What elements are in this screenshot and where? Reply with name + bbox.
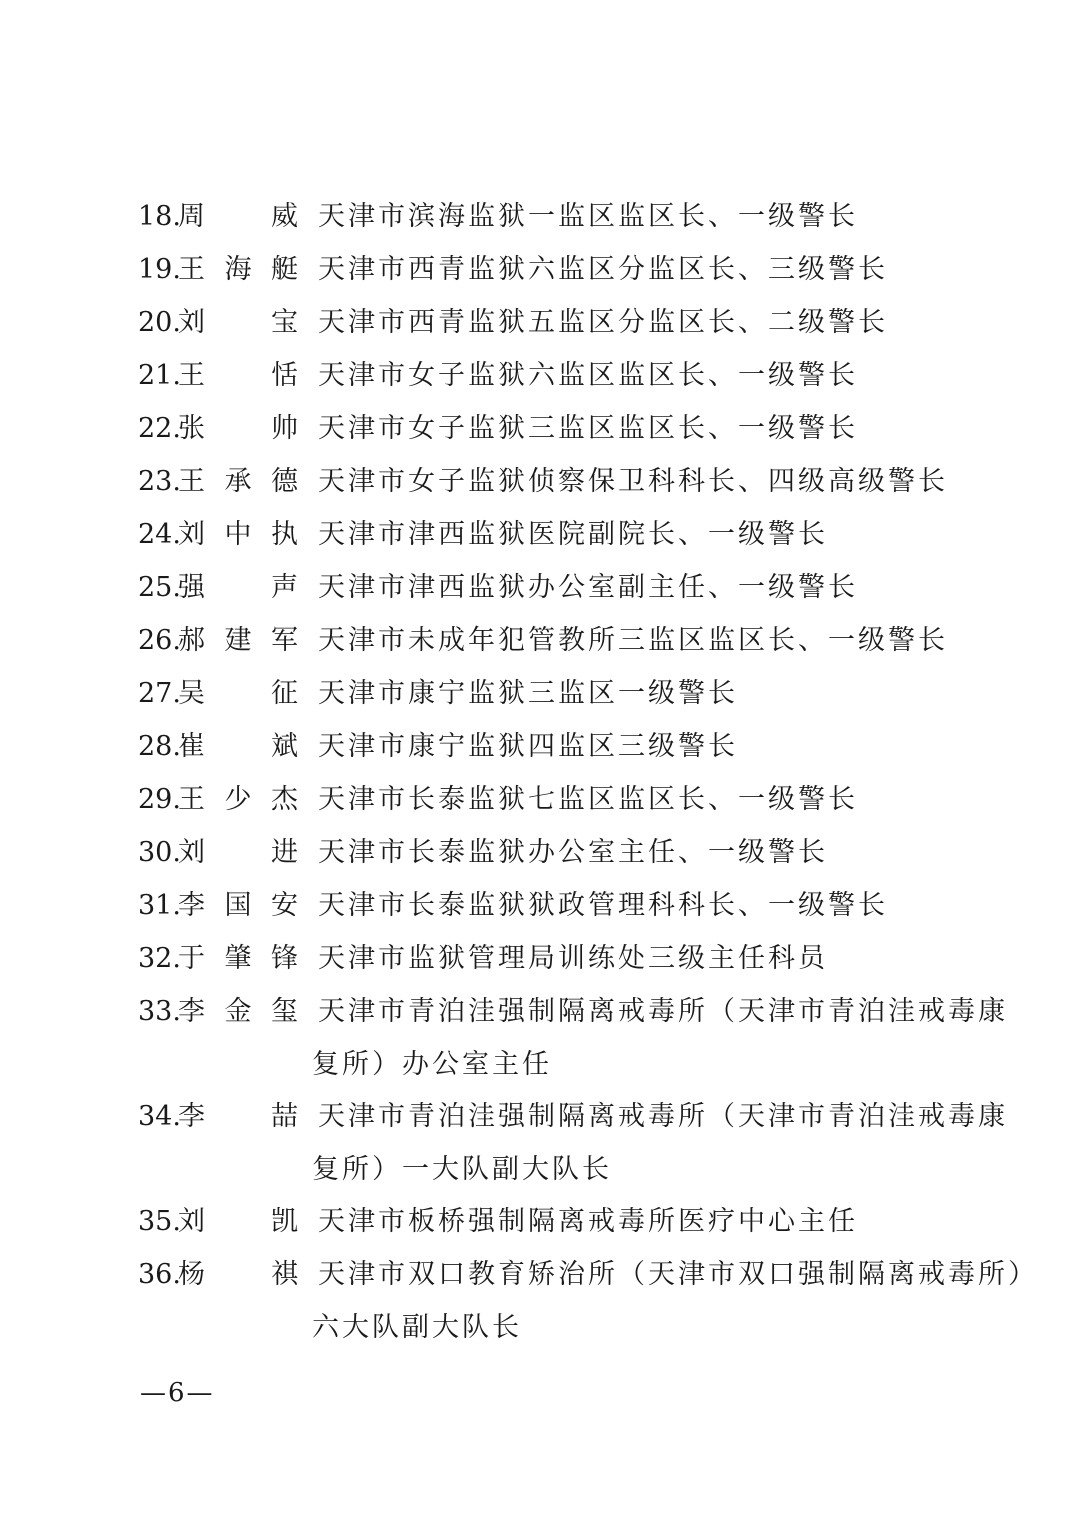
person-name bbox=[178, 1195, 298, 1248]
person-name bbox=[178, 1090, 298, 1143]
name-char: 王 bbox=[178, 360, 205, 391]
name-char: 执 bbox=[271, 519, 298, 550]
name-char: 声 bbox=[271, 572, 298, 603]
person-name bbox=[178, 879, 298, 932]
person-name bbox=[178, 720, 298, 773]
position-description bbox=[318, 614, 998, 667]
entry-number: 22. bbox=[138, 413, 181, 444]
entry-number: 29. bbox=[138, 784, 181, 815]
person-name bbox=[178, 349, 298, 402]
person-name bbox=[178, 826, 298, 879]
position-description bbox=[318, 826, 998, 879]
name-char: 宝 bbox=[271, 307, 298, 338]
name-char: 锋 bbox=[271, 943, 298, 974]
description-line: 天津市板桥强制隔离戒毒所医疗中心主任 bbox=[318, 1206, 858, 1237]
entry-number: 21. bbox=[138, 360, 181, 391]
description-line: 天津市康宁监狱三监区一级警长 bbox=[318, 678, 738, 709]
entry-number: 36. bbox=[138, 1259, 181, 1290]
position-description bbox=[318, 190, 998, 243]
description-line: 天津市长泰监狱办公室主任、一级警长 bbox=[318, 837, 828, 868]
position-description bbox=[318, 773, 998, 826]
name-char: 肇 bbox=[224, 943, 252, 974]
name-char: 李 bbox=[178, 890, 205, 921]
name-char: 张 bbox=[178, 413, 205, 444]
name-char: 凯 bbox=[271, 1206, 298, 1237]
name-char: 建 bbox=[224, 625, 252, 656]
name-char: 崔 bbox=[178, 731, 205, 762]
person-name bbox=[178, 243, 298, 296]
name-char: 祺 bbox=[271, 1259, 298, 1290]
description-line: 天津市青泊洼强制隔离戒毒所（天津市青泊洼戒毒康 bbox=[318, 996, 1008, 1027]
description-line: 天津市津西监狱医院副院长、一级警长 bbox=[318, 519, 828, 550]
page-number: —6— bbox=[140, 1378, 215, 1408]
name-char: 李 bbox=[178, 1101, 205, 1132]
person-name bbox=[178, 402, 298, 455]
name-char: 刘 bbox=[178, 519, 205, 550]
description-line: 天津市女子监狱六监区监区长、一级警长 bbox=[318, 360, 858, 391]
position-description bbox=[318, 561, 998, 614]
position-description bbox=[312, 1090, 1008, 1196]
name-char: 郝 bbox=[178, 625, 205, 656]
position-description bbox=[312, 1248, 1038, 1354]
name-char: 王 bbox=[178, 254, 205, 285]
entry-number: 30. bbox=[138, 837, 181, 868]
entry-number: 35. bbox=[138, 1206, 181, 1237]
description-line: 天津市西青监狱六监区分监区长、三级警长 bbox=[318, 254, 888, 285]
description-line: 复所）办公室主任 bbox=[312, 1049, 552, 1080]
name-char: 军 bbox=[271, 625, 298, 656]
position-description bbox=[318, 296, 998, 349]
person-name bbox=[178, 561, 298, 614]
name-char: 喆 bbox=[271, 1101, 298, 1132]
position-description bbox=[318, 932, 998, 985]
name-char: 帅 bbox=[271, 413, 298, 444]
position-description bbox=[318, 508, 998, 561]
entry-number: 19. bbox=[138, 254, 181, 285]
name-char: 威 bbox=[271, 201, 298, 232]
name-char: 强 bbox=[178, 572, 205, 603]
name-char: 中 bbox=[224, 519, 252, 550]
name-char: 斌 bbox=[271, 731, 298, 762]
position-description bbox=[318, 455, 998, 508]
description-line: 天津市津西监狱办公室副主任、一级警长 bbox=[318, 572, 858, 603]
description-line: 天津市西青监狱五监区分监区长、二级警长 bbox=[318, 307, 888, 338]
entry-number: 27. bbox=[138, 678, 181, 709]
name-char: 进 bbox=[271, 837, 298, 868]
entry-number: 25. bbox=[138, 572, 181, 603]
name-char: 征 bbox=[271, 678, 298, 709]
name-char: 艇 bbox=[271, 254, 298, 285]
name-char: 恬 bbox=[271, 360, 298, 391]
description-line: 天津市女子监狱三监区监区长、一级警长 bbox=[318, 413, 858, 444]
name-char: 刘 bbox=[178, 837, 205, 868]
person-name bbox=[178, 614, 298, 667]
entry-number: 18. bbox=[138, 201, 181, 232]
name-char: 吴 bbox=[178, 678, 205, 709]
description-line: 天津市康宁监狱四监区三级警长 bbox=[318, 731, 738, 762]
name-char: 承 bbox=[224, 466, 252, 497]
name-char: 刘 bbox=[178, 1206, 205, 1237]
description-line: 六大队副大队长 bbox=[312, 1312, 522, 1343]
person-name bbox=[178, 190, 298, 243]
position-description bbox=[318, 243, 998, 296]
description-line: 天津市未成年犯管教所三监区监区长、一级警长 bbox=[318, 625, 948, 656]
name-char: 王 bbox=[178, 784, 205, 815]
entry-number: 33. bbox=[138, 996, 181, 1027]
person-name bbox=[178, 932, 298, 985]
name-char: 周 bbox=[178, 201, 205, 232]
position-description bbox=[318, 349, 998, 402]
description-line: 天津市滨海监狱一监区监区长、一级警长 bbox=[318, 201, 858, 232]
description-line: 天津市长泰监狱七监区监区长、一级警长 bbox=[318, 784, 858, 815]
position-description bbox=[318, 402, 998, 455]
entry-number: 24. bbox=[138, 519, 181, 550]
person-name bbox=[178, 455, 298, 508]
name-char: 杰 bbox=[271, 784, 298, 815]
person-name bbox=[178, 1248, 298, 1301]
person-name bbox=[178, 508, 298, 561]
name-char: 安 bbox=[271, 890, 298, 921]
description-line: 天津市长泰监狱狱政管理科科长、一级警长 bbox=[318, 890, 888, 921]
person-name bbox=[178, 985, 298, 1038]
entry-number: 32. bbox=[138, 943, 181, 974]
entry-number: 26. bbox=[138, 625, 181, 656]
entry-number: 28. bbox=[138, 731, 181, 762]
name-char: 王 bbox=[178, 466, 205, 497]
name-char: 于 bbox=[178, 943, 205, 974]
name-char: 刘 bbox=[178, 307, 205, 338]
entry-number: 23. bbox=[138, 466, 181, 497]
position-description bbox=[318, 1195, 998, 1248]
position-description bbox=[318, 667, 998, 720]
position-description bbox=[312, 985, 1008, 1091]
entry-number: 20. bbox=[138, 307, 181, 338]
entry-number: 34. bbox=[138, 1101, 181, 1132]
name-char: 国 bbox=[224, 890, 252, 921]
position-description bbox=[318, 720, 998, 773]
name-char: 海 bbox=[224, 254, 252, 285]
person-name bbox=[178, 296, 298, 349]
person-name bbox=[178, 773, 298, 826]
description-line: 天津市女子监狱侦察保卫科科长、四级高级警长 bbox=[318, 466, 948, 497]
description-line: 天津市青泊洼强制隔离戒毒所（天津市青泊洼戒毒康 bbox=[318, 1101, 1008, 1132]
name-char: 德 bbox=[271, 466, 298, 497]
person-name bbox=[178, 667, 298, 720]
description-line: 复所）一大队副大队长 bbox=[312, 1154, 612, 1185]
name-char: 金 bbox=[224, 996, 252, 1027]
name-char: 杨 bbox=[178, 1259, 205, 1290]
description-line: 天津市监狱管理局训练处三级主任科员 bbox=[318, 943, 828, 974]
position-description bbox=[318, 879, 998, 932]
name-char: 少 bbox=[224, 784, 252, 815]
name-char: 玺 bbox=[271, 996, 298, 1027]
description-line: 天津市双口教育矫治所（天津市双口强制隔离戒毒所） bbox=[318, 1259, 1038, 1290]
name-char: 李 bbox=[178, 996, 205, 1027]
entry-number: 31. bbox=[138, 890, 181, 921]
